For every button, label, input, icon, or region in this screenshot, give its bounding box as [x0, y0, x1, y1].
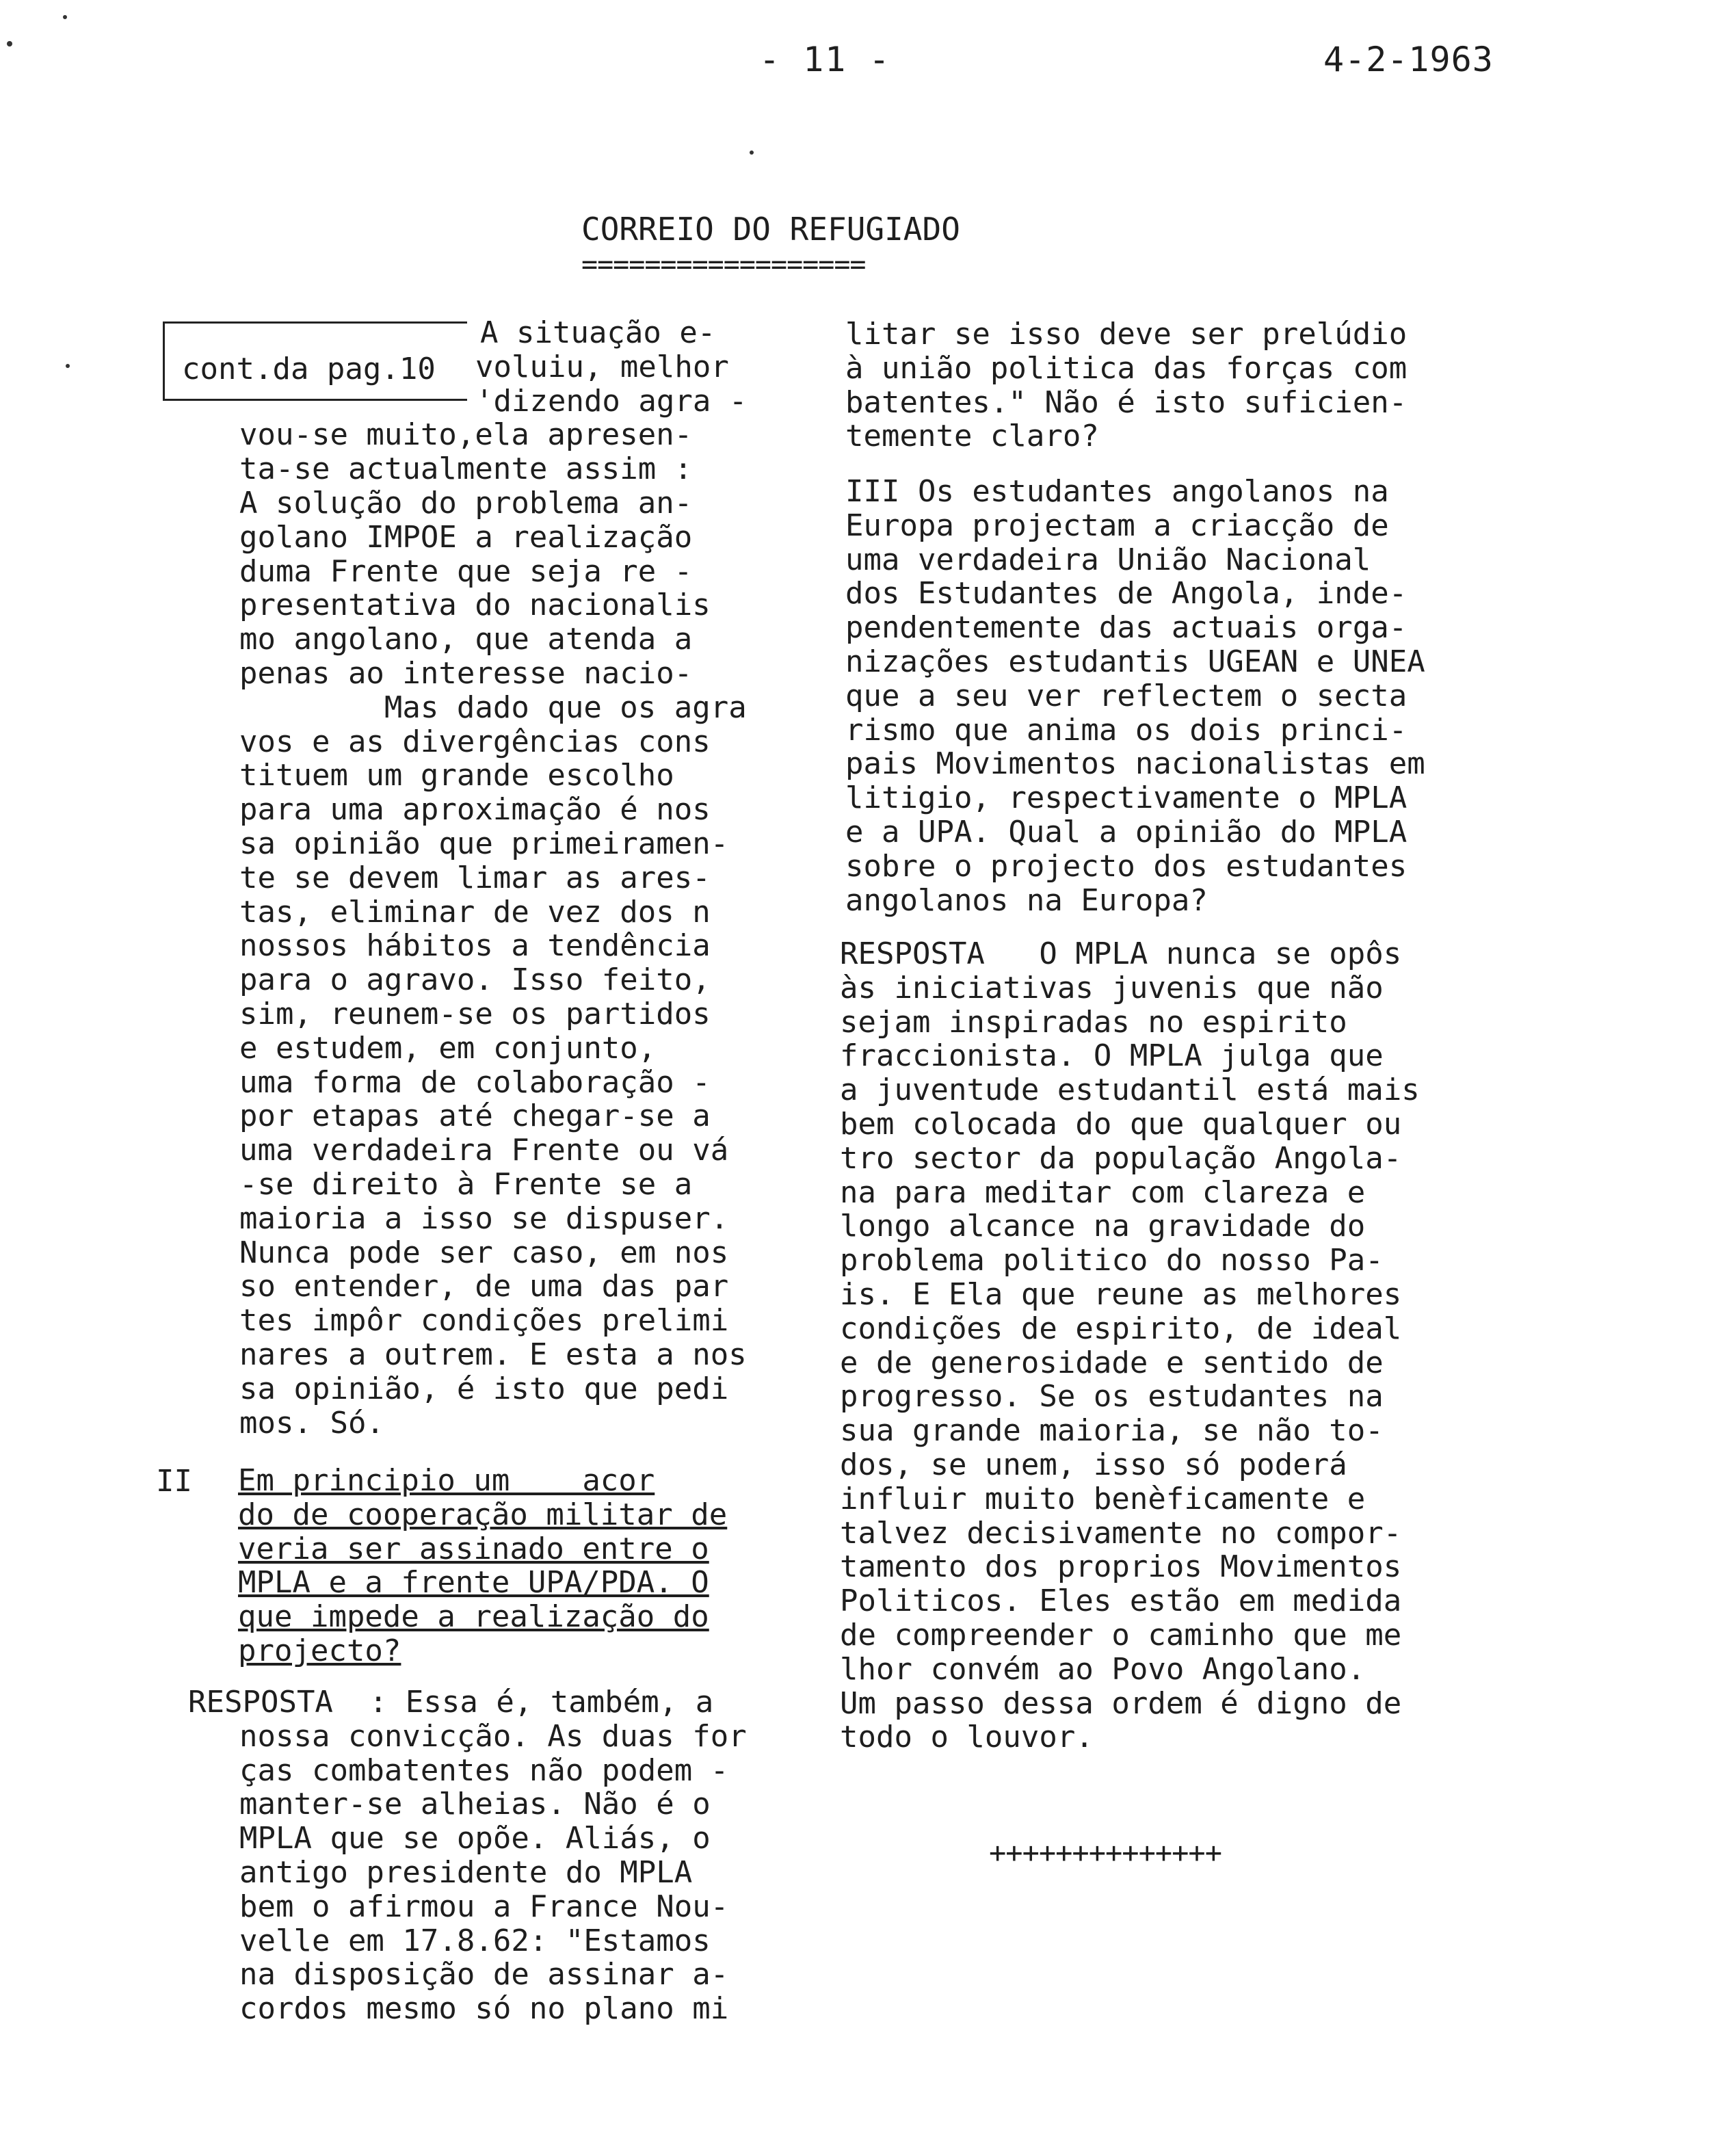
text-line: dos, se unem, isso só poderá [840, 1447, 1347, 1482]
text-line: tamento dos proprios Movimentos [840, 1549, 1402, 1585]
text-line: por etapas até chegar-se a [239, 1099, 711, 1134]
text-line: angolanos na Europa? [845, 882, 1208, 918]
text-line: litigio, respectivamente o MPLA [845, 780, 1408, 816]
text-line: duma Frente que seja re - [239, 553, 693, 589]
scan-speck [66, 364, 70, 368]
text-line: tas, eliminar de vez dos n [239, 894, 711, 930]
text-line: so entender, de uma das par [239, 1269, 729, 1304]
text-line: temente claro? [845, 419, 1099, 454]
text-line: ças combatentes não podem - [239, 1752, 729, 1788]
text-line: que a seu ver reflectem o secta [845, 678, 1408, 713]
text-line: e a UPA. Qual a opinião do MPLA [845, 814, 1408, 850]
text-line: problema politico do nosso Pa- [840, 1243, 1384, 1278]
text-line: batentes." Não é isto suficien- [845, 384, 1408, 420]
question-3 [845, 475, 1425, 917]
text-line: todo o louvor. [840, 1720, 1094, 1755]
text-line: sim, reunem-se os partidos [239, 996, 711, 1031]
text-line: maioria a isso se dispuser. [239, 1200, 729, 1236]
text-line: presentativa do nacionalis [239, 588, 711, 623]
text-line: uma forma de colaboração - [239, 1064, 711, 1100]
text-line: influir muito benèficamente e [840, 1481, 1366, 1516]
text-line: sa opinião que primeiramen- [239, 826, 729, 861]
text-line: -se direito à Frente se a [239, 1166, 693, 1202]
text-line: ta-se actualmente assim : [239, 451, 693, 487]
text-line: Mas dado que os agra [239, 689, 747, 725]
text-line: e estudem, em conjunto, [239, 1030, 657, 1066]
text-line: talvez decisivamente no compor- [840, 1515, 1402, 1551]
page-date: 4-2-1963 [1323, 40, 1494, 79]
text-line: uma verdadeira União Nacional [845, 542, 1371, 577]
question-2 [238, 1464, 727, 1668]
text-line: nizações estudantis UGEAN e UNEA [845, 644, 1425, 679]
text-line: manter-se alheias. Não é o [239, 1787, 711, 1822]
scan-speck [63, 15, 67, 19]
right-continuation [845, 317, 1407, 453]
text-line: pais Movimentos nacionalistas em [845, 746, 1425, 782]
text-line: nares a outrem. E esta a nos [239, 1337, 747, 1372]
text-line: fraccionista. O MPLA julga que [840, 1038, 1384, 1074]
text-line: do de cooperação militar de [238, 1497, 728, 1532]
text-line: MPLA e a frente UPA/PDA. O [238, 1565, 709, 1601]
text-line: bem o afirmou a France Nou- [239, 1889, 729, 1924]
text-line: pendentemente das actuais orga- [845, 610, 1408, 646]
question-2-number: II [156, 1464, 192, 1499]
text-line: progresso. Se os estudantes na [840, 1379, 1384, 1415]
text-line: A solução do problema an- [239, 485, 693, 521]
text-line: III Os estudantes angolanos na [845, 474, 1389, 509]
text-line: veria ser assinado entre o [238, 1531, 709, 1566]
page-title: CORREIO DO REFUGIADO [581, 211, 960, 248]
text-line: velle em 17.8.62: "Estamos [239, 1923, 711, 1958]
text-line: nossos hábitos a tendência [239, 928, 711, 964]
text-line: para o agravo. Isso feito, [239, 962, 711, 998]
text-line: projecto? [238, 1633, 401, 1668]
text-line: uma verdadeira Frente ou vá [239, 1133, 729, 1168]
text-line: te se devem limar as ares- [239, 860, 711, 895]
text-line: cordos mesmo só no plano mi [239, 1991, 729, 2027]
text-line: golano IMPOE a realização [239, 519, 693, 555]
text-line: antigo presidente do MPLA [239, 1854, 693, 1890]
response-3 [840, 937, 1420, 1754]
continuation-label: cont.da pag.10 [182, 352, 436, 386]
left-answer-1 [239, 316, 747, 1440]
title-underline: ================== [581, 249, 866, 280]
text-line: vos e as divergências cons [239, 724, 711, 759]
text-line: A situação e- [480, 315, 716, 350]
end-marker: ++++++++++++++ [989, 1836, 1222, 1869]
text-line: mos. Só. [239, 1405, 384, 1441]
text-line: vou-se muito,ela apresen- [239, 417, 693, 453]
text-line: de compreender o caminho que me [840, 1617, 1402, 1653]
text-line: a juventude estudantil está mais [840, 1073, 1420, 1108]
text-line: 'dizendo agra - [475, 383, 748, 419]
text-line: para uma aproximação é nos [239, 792, 711, 828]
text-line: tes impôr condições prelimi [239, 1303, 729, 1339]
text-line: rismo que anima os dois princi- [845, 712, 1408, 748]
text-line: às iniciativas juvenis que não [840, 970, 1384, 1005]
text-line: voluiu, melhor [475, 349, 729, 384]
text-line: Europa projectam a criacção de [845, 508, 1389, 543]
text-line: e de generosidade e sentido de [840, 1345, 1384, 1380]
text-line: condições de espirito, de ideal [840, 1311, 1402, 1346]
text-line: Nunca pode ser caso, em nos [239, 1235, 729, 1270]
text-line: bem colocada do que qualquer ou [840, 1106, 1402, 1142]
text-line: na disposição de assinar a- [239, 1957, 729, 1993]
text-line: mo angolano, que atenda a [239, 622, 693, 657]
text-line: à união politica das forças com [845, 350, 1408, 386]
text-line: Um passo dessa ordem é digno de [840, 1685, 1402, 1721]
text-line: RESPOSTA : Essa é, também, a [188, 1685, 714, 1720]
text-line: tituem um grande escolho [239, 758, 674, 793]
text-line: litar se isso deve ser prelúdio [845, 317, 1408, 352]
text-line: RESPOSTA O MPLA nunca se opôs [840, 936, 1402, 971]
response-2 [188, 1685, 747, 2026]
page-number: - 11 - [759, 40, 891, 79]
scan-speck [750, 150, 754, 155]
text-line: MPLA que se opõe. Aliás, o [239, 1821, 711, 1856]
text-line: nossa convicção. As duas for [239, 1718, 747, 1754]
scan-speck [7, 41, 12, 47]
text-line: sejam inspiradas no espirito [840, 1004, 1347, 1040]
text-line: sa opinião, é isto que pedi [239, 1371, 729, 1406]
text-line: sua grande maioria, se não to- [840, 1413, 1384, 1449]
text-line: sobre o projecto dos estudantes [845, 848, 1408, 884]
text-line: longo alcance na gravidade do [840, 1209, 1366, 1244]
text-line: dos Estudantes de Angola, inde- [845, 576, 1408, 612]
text-line: que impede a realização do [238, 1599, 709, 1635]
text-line: Em principio um acor [238, 1463, 655, 1498]
text-line: is. E Ela que reune as melhores [840, 1276, 1402, 1312]
text-line: penas ao interesse nacio- [239, 655, 693, 691]
text-line: Politicos. Eles estão em medida [840, 1583, 1402, 1619]
text-line: tro sector da população Angola- [840, 1140, 1402, 1176]
text-line: lhor convém ao Povo Angolano. [840, 1651, 1366, 1687]
text-line: na para meditar com clareza e [840, 1174, 1366, 1210]
